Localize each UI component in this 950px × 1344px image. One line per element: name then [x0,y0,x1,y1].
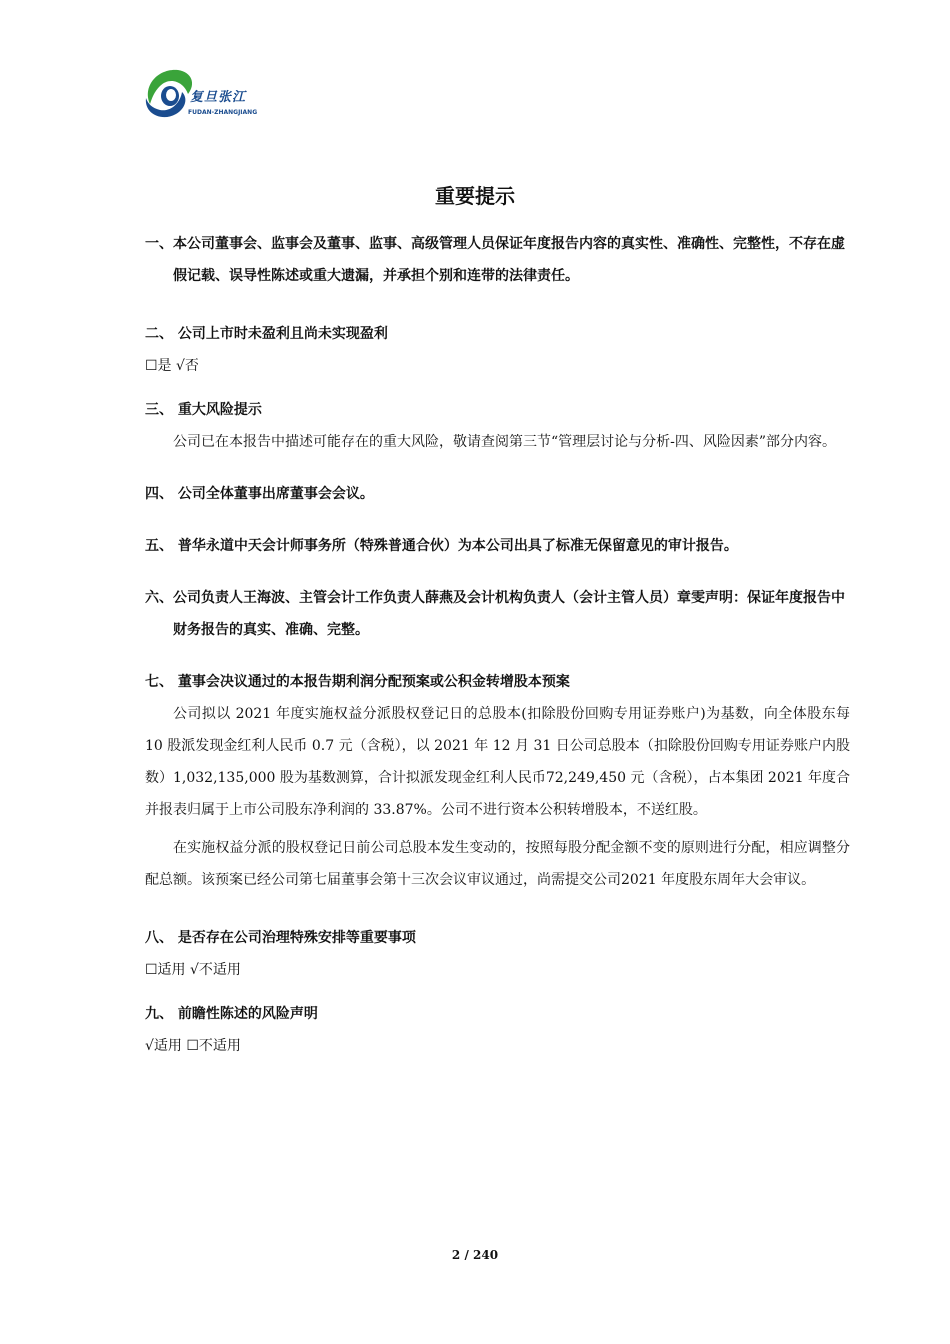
section-7-body-2: 在实施权益分派的股权登记日前公司总股本发生变动的，按照每股分配金额不变的原则进行分配，相应调整分配总额。该预案已经公司第七届董事会第十三次会议审议通过，尚需提交公司2021 年度股东周年大会审议。 [145,840,850,888]
section-7-heading: 七、 董事会决议通过的本报告期利润分配预案或公积金转增股本预案 [145,674,570,690]
logo-chinese-text: 复旦张江 [190,90,247,105]
logo-english-text: FUDAN-ZHANGJIANG [188,109,258,116]
company-logo [140,64,258,122]
page-title: 重要提示 [435,184,515,208]
section-9-options: √适用 ☐不适用 [145,1038,241,1054]
section-1-heading: 一、本公司董事会、监事会及董事、监事、高级管理人员保证年度报告内容的真实性、准确性、完整性，不存在虚假记载、误导性陈述或重大遗漏，并承担个别和连带的法律责任。 [145,236,845,284]
section-3-heading: 三、 重大风险提示 [145,402,262,418]
section-8-options: ☐适用 √不适用 [145,962,241,978]
section-6-heading: 六、公司负责人王海波、主管会计工作负责人薛燕及会计机构负责人（会计主管人员）章雯声明：保证年度报告中财务报告的真实、准确、完整。 [145,590,845,638]
page-number: 2 / 240 [451,1248,499,1262]
section-4-heading: 四、 公司全体董事出席董事会会议。 [145,486,374,502]
section-2-options: ☐是 √否 [145,358,199,374]
document-body [145,228,850,1062]
section-5-heading: 五、 普华永道中天会计师事务所（特殊普通合伙）为本公司出具了标准无保留意见的审计报告。 [145,538,738,554]
section-2-heading: 二、 公司上市时未盈利且尚未实现盈利 [145,326,388,342]
section-3-body: 公司已在本报告中描述可能存在的重大风险，敬请查阅第三节“管理层讨论与分析-四、风险因素”部分内容。 [173,434,837,450]
section-8-heading: 八、 是否存在公司治理特殊安排等重要事项 [145,930,416,946]
section-7-body-1: 公司拟以 2021 年度实施权益分派股权登记日的总股本(扣除股份回购专用证券账户)为基数，向全体股东每 10 股派发现金红利人民币 0.7 元（含税），以 2021 年 12 月 31 日公司总股本（扣除股份回购专用证券账户内股数）1,032,135,000 股为基数测算，合计拟派发现金红利人民币72,249,450 元（含税），占本集团 2021 年度合并报表归属于上市公司股东净利润的 33.87%。公司不进行资本公积转增股本，不送红股。 [145,706,851,818]
section-9-heading: 九、 前瞻性陈述的风险声明 [145,1006,318,1022]
